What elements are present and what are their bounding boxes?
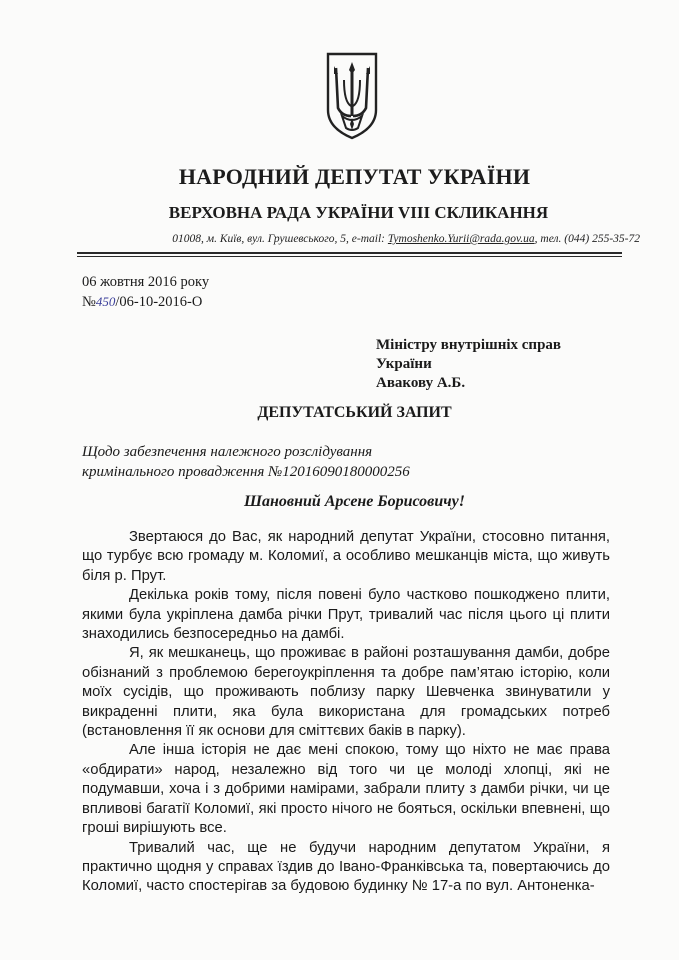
header-address: [80, 233, 640, 245]
document-title: ДЕПУТАТСЬКИЙ ЗАПИТ: [257, 404, 452, 421]
reg-suffix: /06-10-2016-О: [115, 294, 203, 310]
salutation: Шановний Арсене Борисовичу!: [244, 493, 465, 510]
body-paragraph: Декілька років тому, після повені було частково пошкоджено плити, якими була укріплена дамба річки Прут, тривалий час після цього ці плити знаходились безпосередньо на дамбі.: [82, 587, 610, 643]
registration-number: [82, 294, 202, 311]
addressee-line: Авакову А.Б.: [376, 375, 466, 391]
subject-line: кримінального провадження №12016090180000256: [82, 464, 410, 480]
header-divider: [77, 252, 622, 254]
body-paragraph: Але інша історія не дає мені спокою, тому що ніхто не має права «обдирати» народ, незалежно від того чи це молоді хлопці, які не подумавши, хоча і з добрими намірами, забрали плиту з дамби річки, чи це впливові багатії Коломиї, які просто нічого не бояться, оскільки впевнені, що гроші вирішують все.: [82, 742, 610, 837]
subject-line: Щодо забезпечення належного розслідування: [82, 444, 373, 460]
address-text: 01008, м. Київ, вул. Грушевського, 5, e-mail:: [172, 233, 388, 245]
email-link[interactable]: Tymoshenko.Yurii@rada.gov.ua: [387, 233, 535, 245]
letter-date: 06 жовтня 2016 року: [82, 274, 210, 290]
addressee-block: [376, 336, 561, 393]
handwritten-number: 450: [95, 294, 116, 309]
body-paragraph: Я, як мешканець, що проживає в районі розташування дамби, добре обізнаний з проблемою берегоукріплення та добре пам’ятаю історію, коли моїх сусідів, що проживають поблизу парку Шевченка звинуватили у викраденні плити, яка була використана для громадських потреб (встановлення її як основи для сміттєвих баків в парку).: [82, 645, 610, 740]
header-title: НАРОДНИЙ ДЕПУТАТ УКРАЇНИ: [178, 164, 531, 189]
header-divider-thin: [77, 256, 622, 257]
body-paragraph: Тривалий час, ще не будучи народним депутатом України, я практично щодня у справах їздив до Івано-Франківська та, повертаючись до Коломиї, часто спостерігав за будовою будинку № 17-а по вул. Антоненка-: [82, 839, 610, 895]
addressee-line: України: [376, 356, 432, 372]
header-subtitle: ВЕРХОВНА РАДА УКРАЇНИ VIII СКЛИКАННЯ: [168, 203, 549, 222]
letter-body: [82, 528, 610, 897]
subject-block: [82, 442, 410, 482]
phone-text: , тел. (044) 255-35-72: [534, 233, 640, 245]
trident-emblem-icon: [324, 50, 380, 140]
reg-prefix: №: [82, 294, 96, 310]
body-paragraph: Звертаюся до Вас, як народний депутат України, стосовно питання, що турбує всю громаду м. Коломиї, а особливо мешканців міста, що живуть біля р. Прут.: [82, 529, 610, 584]
addressee-line: Міністру внутрішніх справ: [376, 337, 562, 353]
